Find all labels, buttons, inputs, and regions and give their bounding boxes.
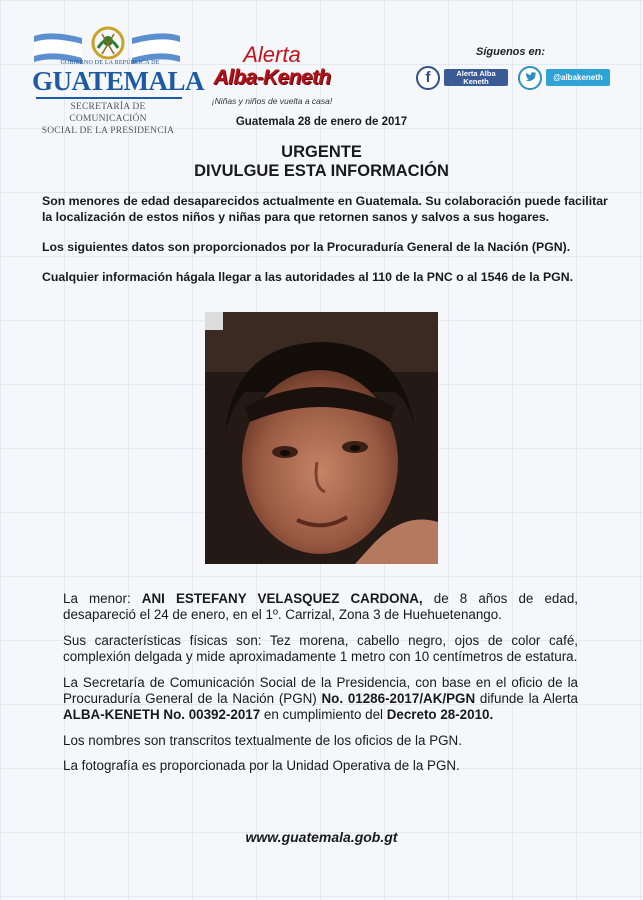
- missing-child-photo: [205, 312, 438, 564]
- child-face-illustration: [205, 312, 438, 564]
- secretaria-line-1: SECRETARÍA DE COMUNICACIÓN: [69, 102, 147, 124]
- intro-paragraph-1: Son menores de edad desaparecidos actualmente en Guatemala. Su colaboración puede facilitar la localización de estos niños y niñas para que retornen sanos y salvos a sus hogares.: [42, 194, 608, 224]
- gov-name: GUATEMALA: [32, 66, 205, 96]
- headline: [0, 143, 643, 181]
- details-section: [63, 591, 578, 784]
- details-disappearance: de 8 años de edad, desapareció el 24 de enero, en el 1º. Carrizal, Zona 3 de Huehuetenango.: [63, 591, 578, 623]
- headline-urgent: URGENTE: [281, 143, 362, 161]
- details-difunde-text: difunde la Alerta: [475, 691, 578, 707]
- details-paragraph-5: La fotografía es proporcionada por la Unidad Operativa de la PGN.: [63, 758, 460, 774]
- oficio-number: No. 01286-2017/AK/PGN: [321, 691, 476, 707]
- twitter-bird-icon: [525, 72, 537, 82]
- logo-divider: [36, 97, 182, 99]
- intro-paragraph-3: Cualquier información hágala llegar a las autoridades al 110 de la PNC o al 1546 de la PGN.: [42, 270, 574, 284]
- intro-paragraph-2: Los siguientes datos son proporcionados por la Procuraduría General de la Nación (PGN).: [42, 240, 571, 254]
- alert-logo-word: Alerta: [243, 42, 301, 67]
- secretaria-line-2: SOCIAL DE LA PRESIDENCIA: [41, 126, 175, 136]
- details-paragraph-2: Sus características físicas son: Tez morena, cabello negro, ojos de color café, complexión delgada y mide aproximadamente 1 metro con 10 centímetros de estatura.: [63, 632, 578, 665]
- details-prefix: La menor:: [63, 591, 142, 606]
- twitter-icon[interactable]: [518, 66, 542, 90]
- headline-divulgue: DIVULGUE ESTA INFORMACIÓN: [194, 162, 449, 180]
- coat-of-arms-icon: [88, 24, 128, 62]
- details-paragraph-3: [63, 675, 578, 724]
- details-paragraph-1: [63, 591, 578, 624]
- decree-number: Decreto 28-2010.: [386, 707, 494, 723]
- facebook-link[interactable]: Alerta Alba Keneth: [444, 69, 508, 86]
- alert-logo-name: Alba-Keneth: [213, 66, 331, 89]
- twitter-link[interactable]: @albakeneth: [546, 69, 610, 86]
- details-secretaria-text: La Secretaría de Comunicación Social de la Presidencia, con base en el oficio de la Procuraduría General de la Nación (PGN): [63, 674, 578, 707]
- details-paragraph-4: Los nombres son transcritos textualmente de los oficios de la PGN.: [63, 732, 462, 748]
- website-link[interactable]: www.guatemala.gob.gt: [245, 829, 398, 845]
- document-date: Guatemala 28 de enero de 2017: [235, 116, 408, 128]
- gov-small-label: GOBIERNO DE LA REPÚBLICA DE: [60, 60, 160, 66]
- details-cumplimiento-text: en cumplimiento del: [260, 707, 387, 723]
- facebook-icon[interactable]: f: [416, 66, 440, 90]
- alert-number: ALBA-KENETH No. 00392-2017: [63, 707, 261, 723]
- child-name: ANI ESTEFANY VELASQUEZ CARDONA,: [141, 591, 423, 606]
- follow-us-title: Síguenos en:: [476, 46, 546, 58]
- intro-section: [42, 193, 612, 299]
- alert-logo-tagline: ¡Niñas y niños de vuelta a casa!: [211, 96, 333, 106]
